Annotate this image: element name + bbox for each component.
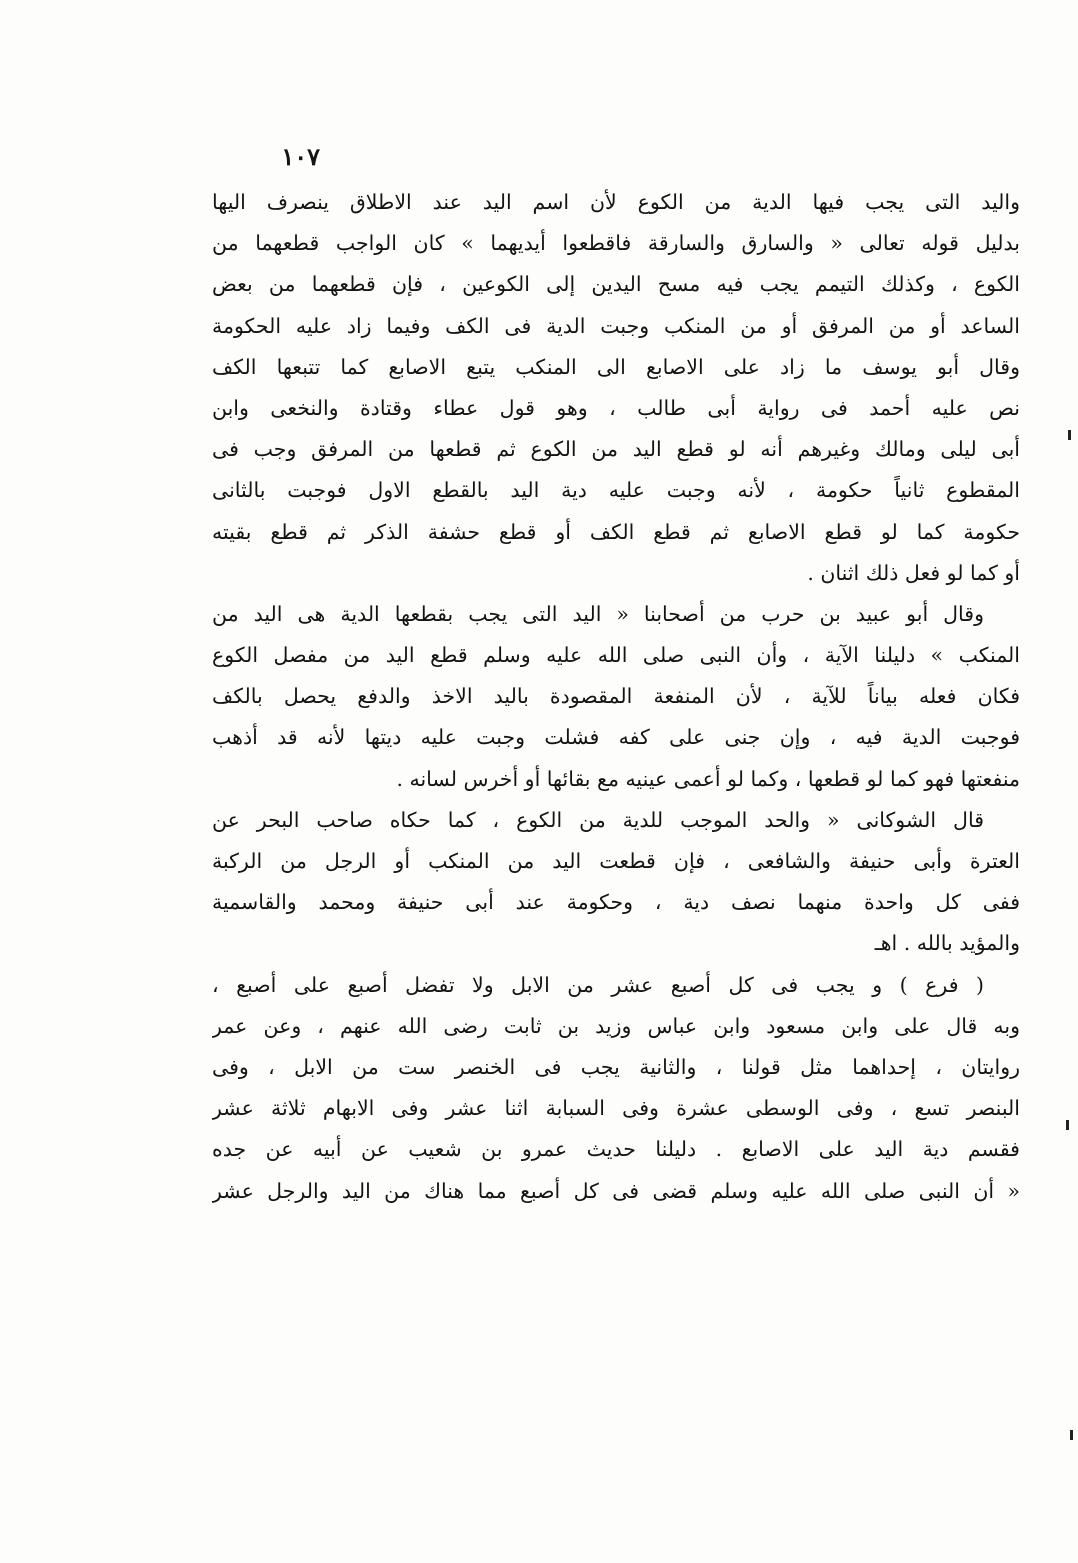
paragraph [212,965,1020,1212]
text-line: « أن النبى صلى الله عليه وسلم قضى فى كل أصبع مما هناك من اليد والرجل عشر [212,1178,1020,1203]
text-line: فكان فعله بياناً للآية ، لأن المنفعة المقصودة باليد الاخذ والدفع يحصل بالكف [212,684,1020,709]
text-line: وقال أبو عبيد بن حرب من أصحابنا « اليد التى يجب بقطعها الدية هى اليد من [212,601,984,626]
scan-mark [1066,1120,1069,1130]
text-line: حكومة كما لو قطع الاصابع ثم قطع الكف أو قطع حشفة الذكر ثم قطع بقيته [212,519,1020,544]
text-line: قال الشوكانى « والحد الموجب للدية من الكوع ، كما حكاه صاحب البحر عن [212,807,984,832]
text-line: ( فرع ) و يجب فى كل أصبع عشر من الابل ولا تفضل أصبع على أصبع ، [212,972,984,997]
text-line: والمؤيد بالله . اهـ [874,931,1020,956]
text-line: المنكب » دليلنا الآية ، وأن النبى صلى الله عليه وسلم قطع اليد من مفصل الكوع [212,643,1020,668]
text-line: وبه قال على وابن مسعود وابن عباس وزيد بن ثابت رضى الله عنهم ، وعن عمر [212,1013,1020,1038]
text-line: البنصر تسع ، وفى الوسطى عشرة وفى السبابة اثنا عشر وفى الابهام ثلاثة عشر [212,1096,1020,1121]
text-line: المقطوع ثانياً حكومة ، لأنه وجبت عليه دية اليد بالقطع الاول فوجبت بالثانى [212,478,1020,503]
text-line: بدليل قوله تعالى « والسارق والسارقة فاقطعوا أيديهما » كان الواجب قطعهما من [212,231,1020,256]
text-line: منفعتها فهو كما لو قطعها ، وكما لو أعمى عينيه مع بقائها أو أخرس لسانه . [396,766,1020,791]
text-line: روايتان ، إحداهما مثل قولنا ، والثانية يجب فى الخنصر ست من الابل ، وفى [212,1054,1020,1079]
text-line: العترة وأبى حنيفة والشافعى ، فإن قطعت اليد من المنكب أو الرجل من الركبة [212,849,1020,873]
paragraph [212,594,1020,800]
text-line: الساعد أو من المرفق أو من المنكب وجبت الدية فى الكف وفيما زاد عليه الحكومة [212,313,1020,338]
scan-mark [1068,430,1071,440]
scan-mark [1070,1430,1073,1440]
text-body [212,182,1020,1212]
text-line: نص عليه أحمد فى رواية أبى طالب ، وهو قول عطاء وقتادة والنخعى وابن [212,395,1020,420]
text-line: فقسم دية اليد على الاصابع . دليلنا حديث عمرو بن شعيب عن أبيه عن جده [212,1137,1020,1162]
paragraph [212,182,1020,594]
paragraph [212,800,1020,965]
text-line: واليد التى يجب فيها الدية من الكوع لأن اسم اليد عند الاطلاق ينصرف اليها [212,190,1020,214]
text-line: أبى ليلى ومالك وغيرهم أنه لو قطع اليد من الكوع ثم قطعها من المرفق وجب فى [212,437,1020,462]
text-line: أو كما لو فعل ذلك اثنان . [807,560,1020,585]
page-number: ١٠٧ [281,142,320,171]
text-line: ففى كل واحدة منهما نصف دية ، وحكومة عند أبى حنيفة ومحمد والقاسمية [212,890,1020,915]
text-line: فوجبت الدية فيه ، وإن جنى على كفه فشلت وجبت عليه ديتها لأنه قد أذهب [212,725,1020,750]
text-line: الكوع ، وكذلك التيمم يجب فيه مسح اليدين إلى الكوعين ، فإن قطعهما من بعض [212,272,1020,297]
text-line: وقال أبو يوسف ما زاد على الاصابع الى المنكب يتبع الاصابع كما تتبعها الكف [212,354,1020,379]
